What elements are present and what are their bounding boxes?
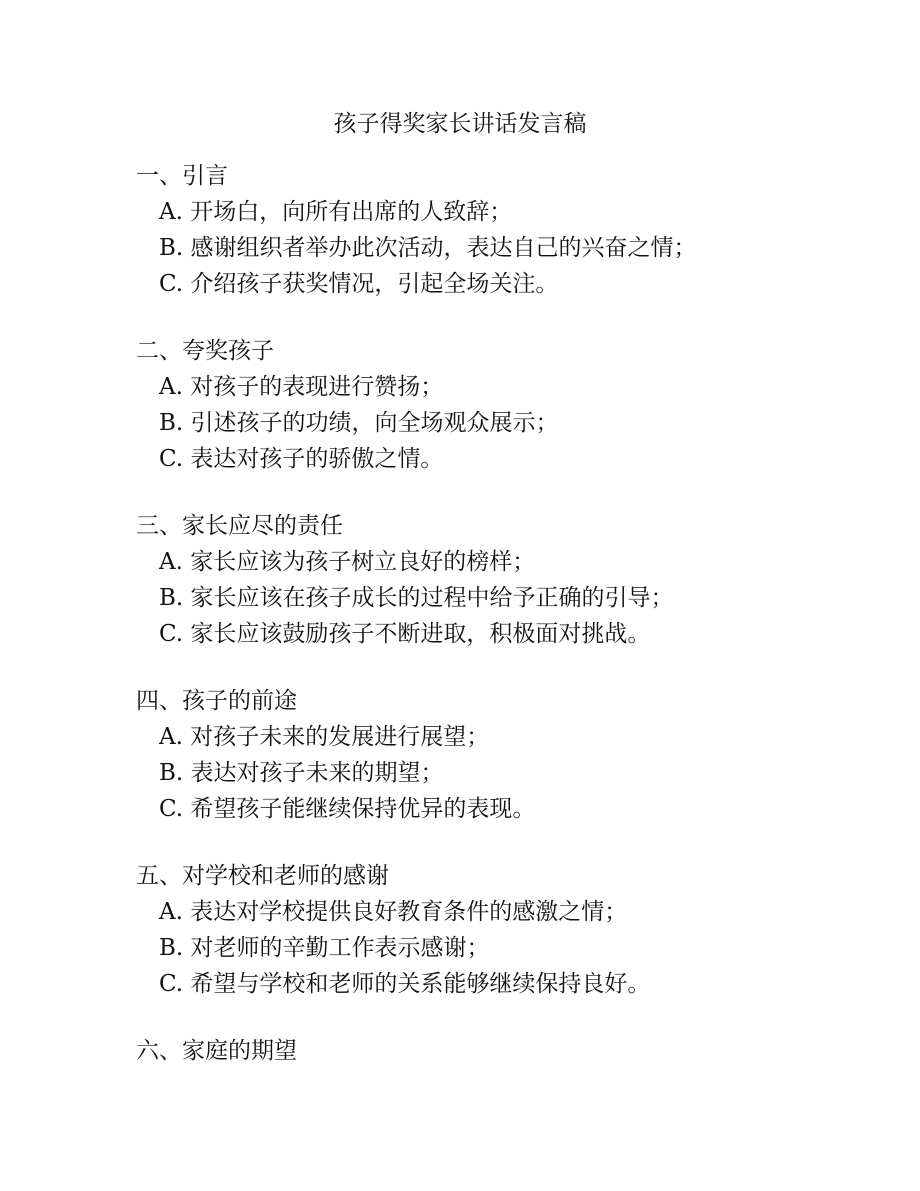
section-2-item-c: C. 表达对孩子的骄傲之情。 bbox=[159, 446, 444, 472]
section-heading-child-future: 四、孩子的前途 bbox=[136, 688, 297, 714]
section-3-item-b: B. 家长应该在孩子成长的过程中给予正确的引导； bbox=[159, 585, 674, 611]
section-heading-praise-child: 二、夸奖孩子 bbox=[136, 338, 274, 364]
document-title: 孩子得奖家长讲话发言稿 bbox=[333, 111, 587, 137]
section-4-item-c: C. 希望孩子能继续保持优异的表现。 bbox=[159, 796, 536, 822]
section-heading-thanks-school-teachers: 五、对学校和老师的感谢 bbox=[136, 863, 389, 889]
section-heading-introduction: 一、引言 bbox=[136, 163, 228, 189]
section-5-item-c: C. 希望与学校和老师的关系能够继续保持良好。 bbox=[159, 971, 651, 997]
section-2-item-a: A. 对孩子的表现进行赞扬； bbox=[159, 374, 444, 400]
section-1-item-c: C. 介绍孩子获奖情况，引起全场关注。 bbox=[159, 271, 559, 297]
section-heading-family-expectations: 六、家庭的期望 bbox=[136, 1038, 297, 1064]
section-5-item-b: B. 对老师的辛勤工作表示感谢； bbox=[159, 935, 490, 961]
section-3-item-c: C. 家长应该鼓励孩子不断进取，积极面对挑战。 bbox=[159, 621, 651, 647]
section-4-item-a: A. 对孩子未来的发展进行展望； bbox=[159, 724, 490, 750]
section-2-item-b: B. 引述孩子的功绩，向全场观众展示； bbox=[159, 410, 559, 436]
section-1-item-a: A. 开场白，向所有出席的人致辞； bbox=[159, 199, 513, 225]
section-heading-parent-responsibility: 三、家长应尽的责任 bbox=[136, 513, 343, 539]
section-5-item-a: A. 表达对学校提供良好教育条件的感激之情； bbox=[159, 899, 628, 925]
section-3-item-a: A. 家长应该为孩子树立良好的榜样； bbox=[159, 549, 536, 575]
section-4-item-b: B. 表达对孩子未来的期望； bbox=[159, 760, 444, 786]
section-1-item-b: B. 感谢组织者举办此次活动，表达自己的兴奋之情； bbox=[159, 235, 697, 261]
